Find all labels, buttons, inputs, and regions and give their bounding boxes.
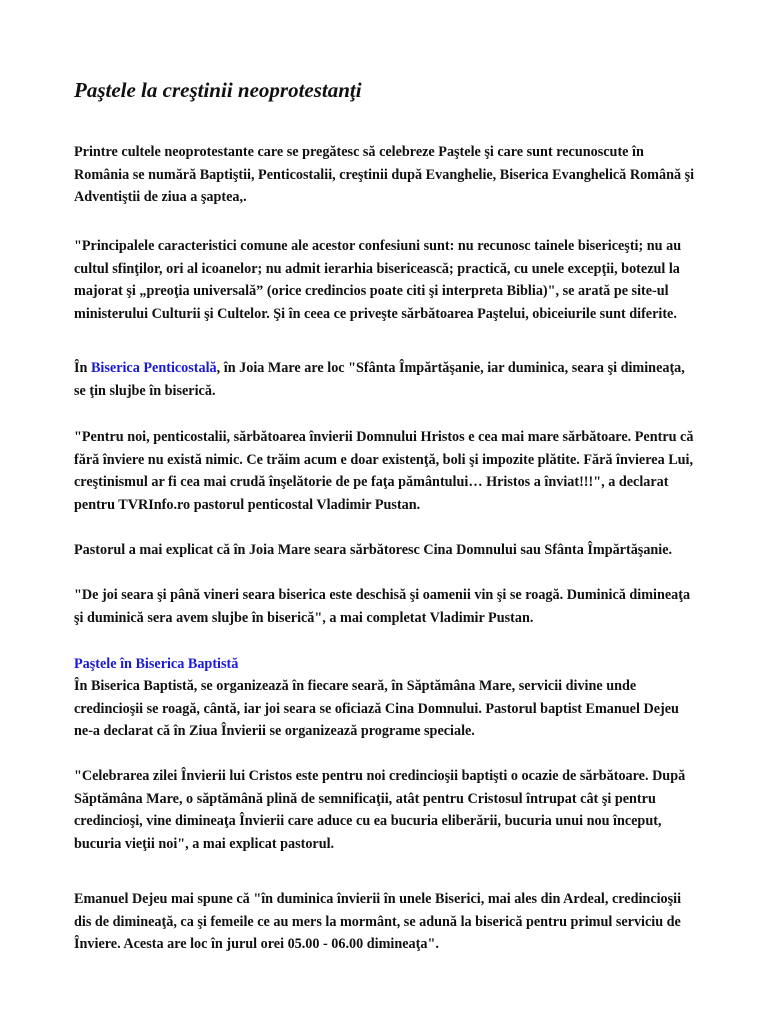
dejeu-sunrise-paragraph: Emanuel Dejeu mai spune că "în duminica învierii în unele Biserici, mai ales din Ardeal, credincioşii dis de dimineaţă, ca şi femeile ce au mers la mormânt, se adună la biserică pentru primul serviciu de Înviere. Acesta are loc în jurul orei 05.00 - 06.00 dimineaţa". — [74, 891, 682, 952]
baptist-paragraph: În Biserica Baptistă, se organizează în fiecare seară, în Săptămâna Mare, servicii divine unde credincioşii se roagă, cântă, iar joi seara se oficiază Cina Domnului. Pastorul baptist Emanuel Dejeu ne-a declarat că în Ziua Învierii se organizează programe speciale. — [74, 678, 679, 739]
article-title: Paştele la creştinii neoprotestanţi — [74, 78, 362, 102]
dejeu-quote: "Celebrarea zilei Învierii lui Cristos este pentru noi credincioşii baptişti o ocazie de sărbătoare. După Săptămâna Mare, o săptămână plină de semnificaţii, atât pentru Cristosul întrupat cât şi pentru credincioşi, vine dimineaţa Învierii care aduce cu ea bucuria eliberării, bucuria unui nou început, bucuria vieţii noi", a mai explicat pastorul. — [74, 768, 686, 852]
baptist-section-heading[interactable]: Paştele în Biserica Baptistă — [74, 656, 239, 672]
characteristics-quote: "Principalele caracteristici comune ale acestor confesiuni sunt: nu recunosc tainele bisericeşti; nu au cultul sfinţilor, ori al icoanelor; nu admit ierarhia bisericească; practică, cu unele excepţii, botezul la majorat şi „preoţia universală” (orice credincios poate citi şi interpreta Biblia)", se arată pe site-ul ministerului Culturii şi Cultelor. Şi în ceea ce priveşte sărbătoarea Paştelui, obiceiurile sunt diferite. — [74, 238, 682, 322]
pentecostal-church-link[interactable]: Biserica Penticostală — [90, 360, 217, 376]
intro-paragraph: Printre cultele neoprotestante care se pregătesc să celebreze Paştele şi care sunt recunoscute în România se numără Baptiştii, Penticostalii, creştinii după Evanghelie, Biserica Evanghelică Română şi Adventiştii de ziua a şaptea,. — [74, 144, 695, 205]
pustan-quote: "Pentru noi, penticostalii, sărbătoarea învierii Domnului Hristos e cea mai mare sărbătoare. Pentru că fără înviere nu există nimic. Ce trăim acum e doar existenţă, boli şi impozite plătite. Fără învierea Lui, creştinismul ar fi cea mai crudă înşelătorie de pe faţa pământului… Hristos a înviat!!!", a declarat pentru TVRInfo.ro pastorul penticostal Vladimir Pustan. — [74, 429, 694, 513]
pustan-explanation: Pastorul a mai explicat că în Joia Mare seara sărbătoresc Cina Domnului sau Sfânta Împărtăşanie. — [74, 542, 673, 558]
pentecostal-paragraph — [74, 357, 698, 402]
pentecostal-prefix: În — [74, 360, 91, 376]
pustan-quote-2: "De joi seara şi până vineri seara biserica este deschisă şi oamenii vin şi se roagă. Duminică dimineaţa şi duminică sera avem slujbe în biserică", a mai completat Vladimir Pustan. — [74, 587, 691, 626]
pentecostal-rest: , în Joia Mare are loc "Sfânta Împărtăşanie, iar duminica, seara şi dimineaţa, se ţin slujbe în biserică. — [74, 360, 685, 399]
